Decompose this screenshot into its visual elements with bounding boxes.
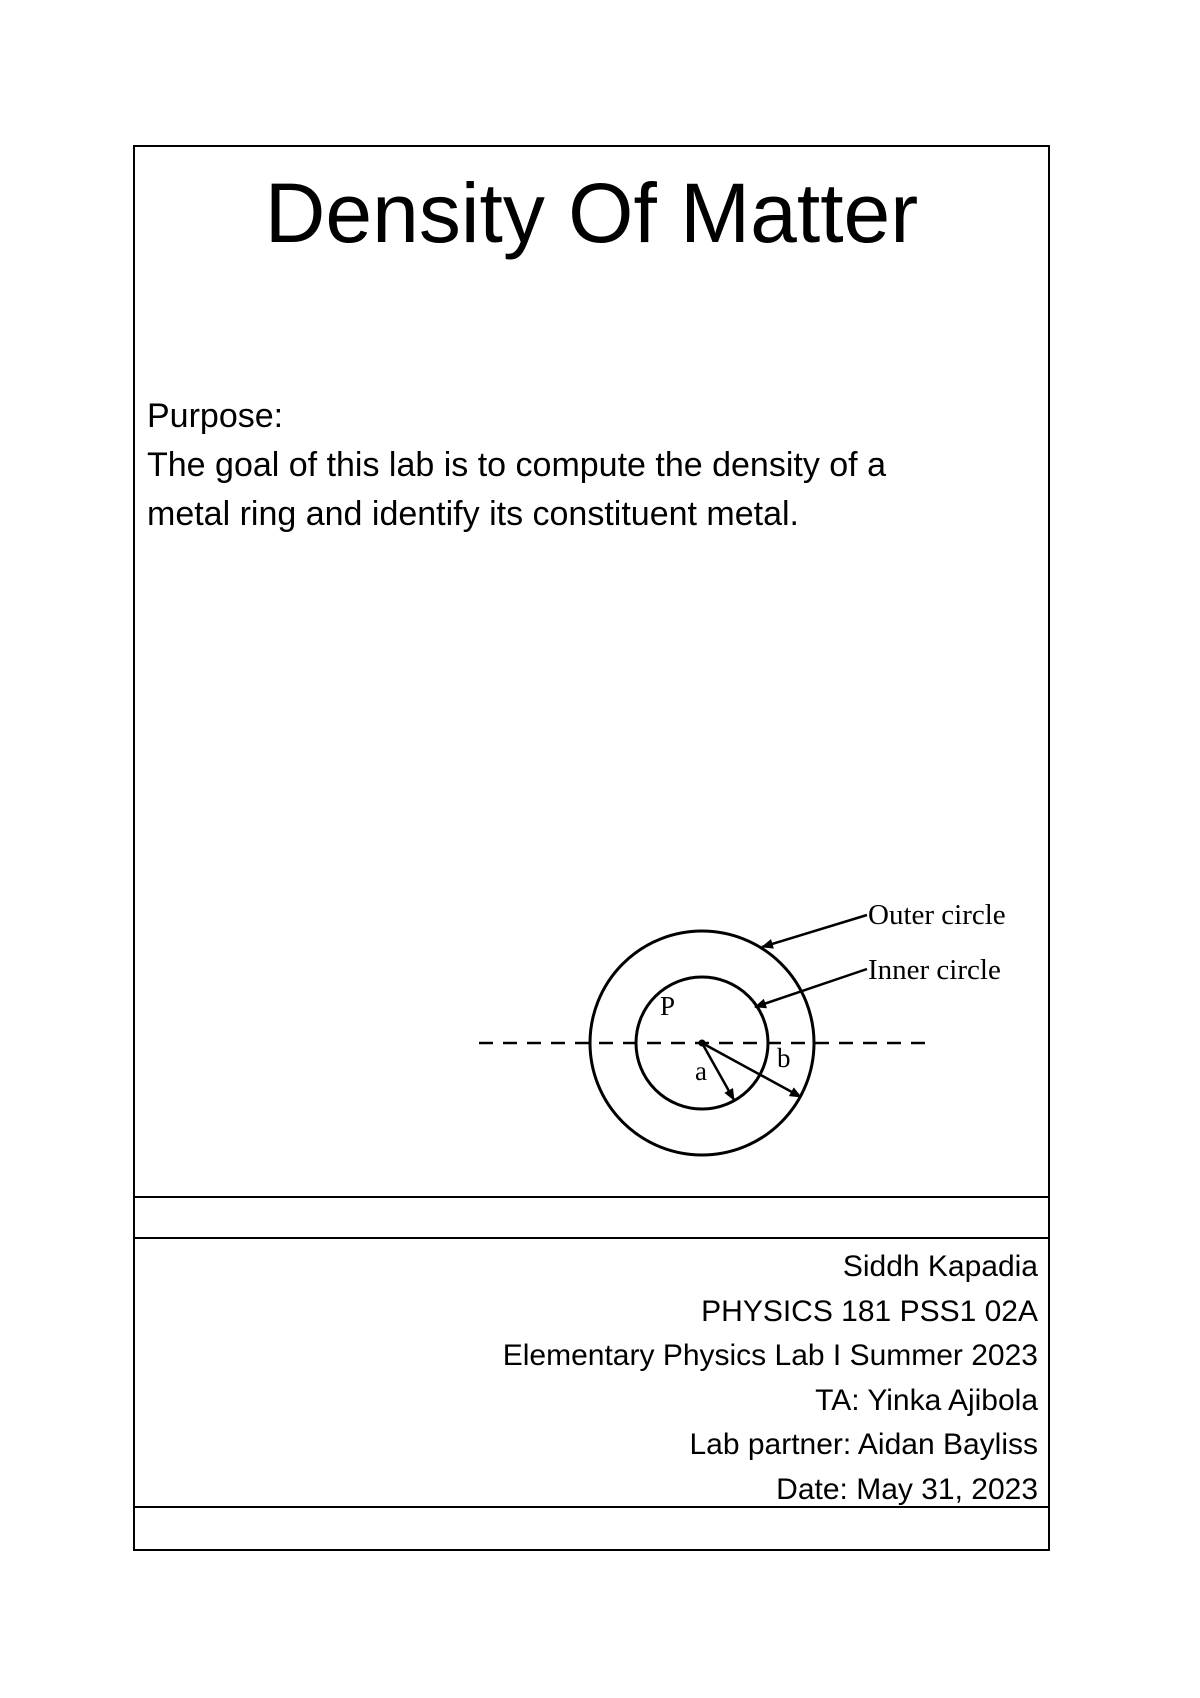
student-info-block [503, 1245, 1038, 1512]
student-name: Siddh Kapadia [842, 1250, 1038, 1283]
inner-circle-label: Inner circle [868, 954, 1001, 986]
divider-line-3 [135, 1506, 1048, 1508]
divider-line-2 [135, 1237, 1048, 1239]
course-title: Elementary Physics Lab I Summer 2023 [502, 1339, 1038, 1372]
purpose-line-2: metal ring and identify its constituent metal. [147, 495, 799, 533]
inner-circle-pointer [755, 969, 867, 1007]
cover-page-frame [133, 145, 1050, 1551]
lab-date: Date: May 31, 2023 [776, 1472, 1038, 1506]
outer-circle-label: Outer circle [868, 899, 1006, 931]
outer-circle-pointer [762, 915, 867, 947]
radius-b-label: b [777, 1043, 791, 1073]
purpose-line-1: The goal of this lab is to compute the density of a [147, 446, 886, 484]
ring-diagram [335, 737, 1055, 1157]
course-code: PHYSICS 181 PSS1 02A [701, 1294, 1038, 1328]
lab-partner: Lab partner: Aidan Bayliss [689, 1428, 1038, 1461]
teaching-assistant: TA: Yinka Ajibola [815, 1383, 1038, 1417]
purpose-section [147, 392, 1037, 539]
radius-a-label: a [695, 1056, 707, 1086]
point-p-label: P [660, 991, 676, 1021]
page-title: Density Of Matter [264, 166, 919, 260]
purpose-heading: Purpose: [147, 397, 284, 435]
divider-line-1 [135, 1196, 1048, 1198]
